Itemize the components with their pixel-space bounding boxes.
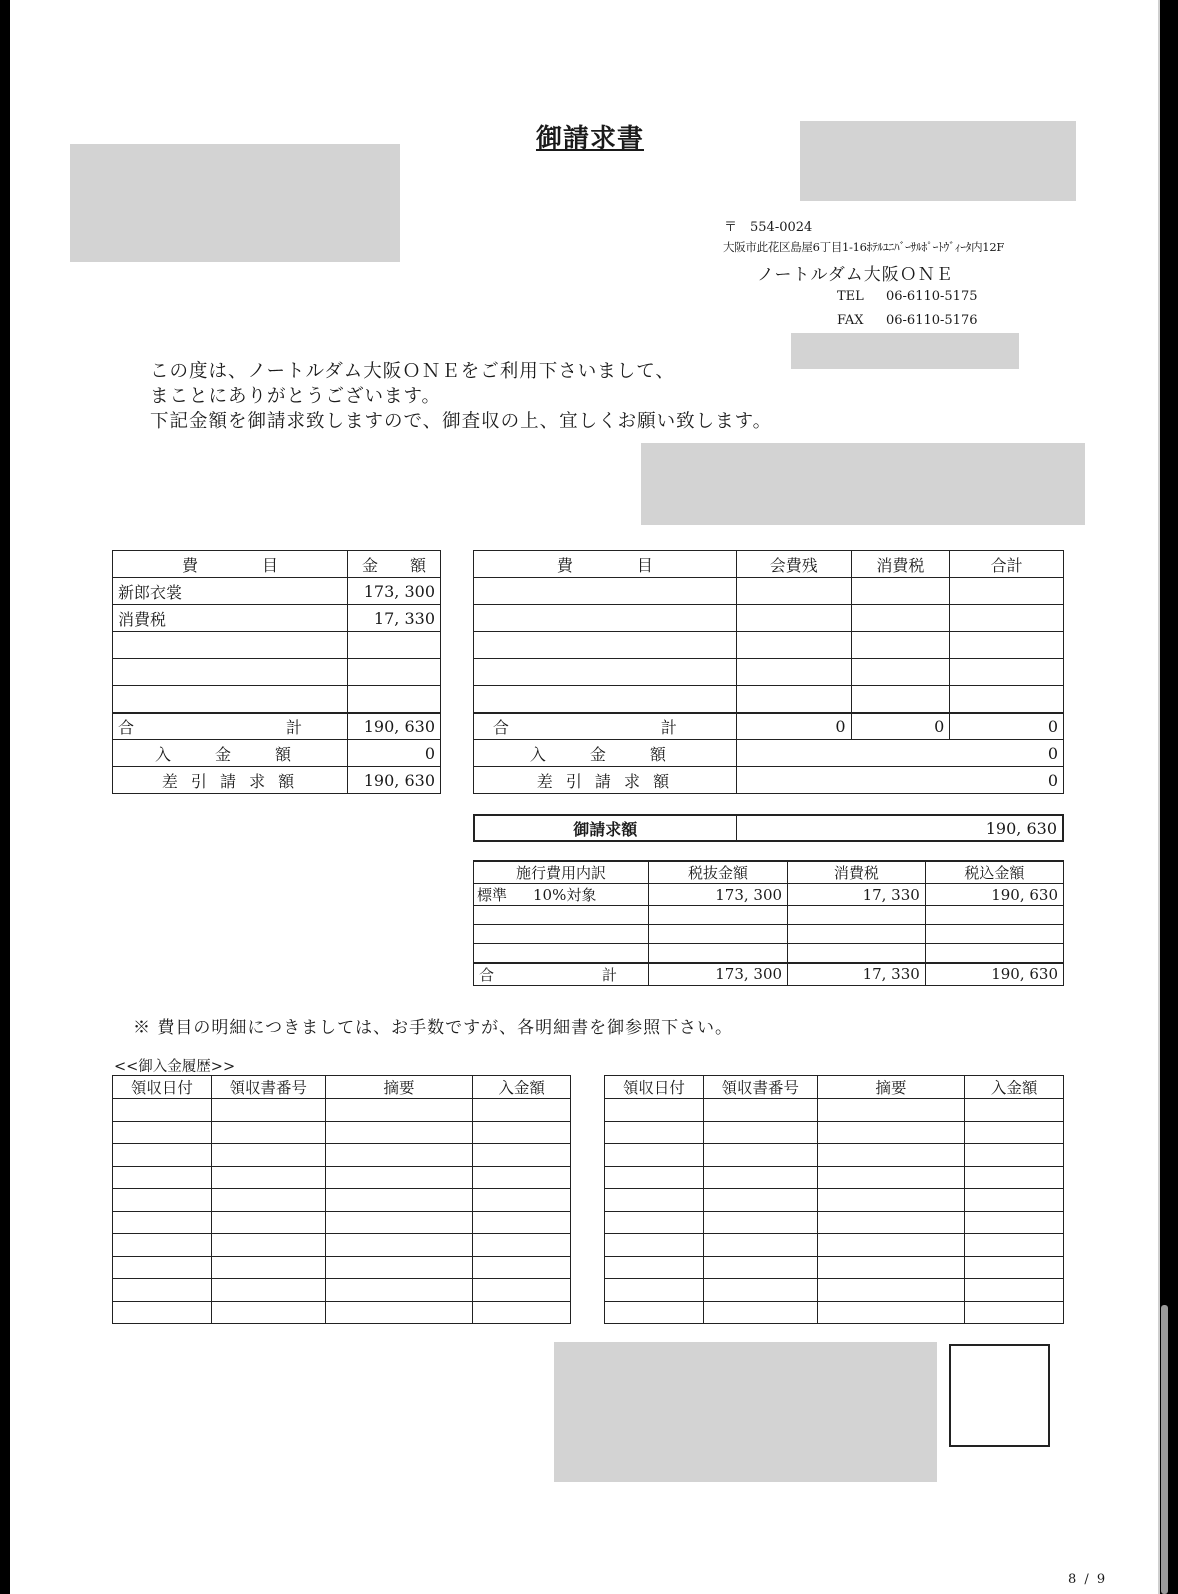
greeting-line-1: この度は、ノートルダム大阪ＯＮＥをご利用下さいまして、 — [150, 361, 675, 382]
invoice-amount-label: 御請求額 — [474, 815, 736, 841]
table-row — [113, 605, 441, 632]
history-header-date: 領収日付 — [113, 1076, 212, 1099]
redacted-recipient — [70, 144, 400, 262]
left-total-label: 合 計 — [113, 713, 348, 740]
left-paid-label: 入 金 額 — [113, 740, 348, 767]
issuer-fax: 06-6110-5176 — [886, 313, 978, 328]
viewer-left-edge — [0, 0, 10, 1594]
left-total-value: 190, 630 — [348, 713, 441, 740]
table-row — [113, 1099, 571, 1122]
table-row — [113, 1211, 571, 1234]
right-paid-label: 入 金 額 — [474, 740, 737, 767]
invoice-amount-value: 190, 630 — [736, 815, 1063, 841]
table-row — [605, 1121, 1064, 1144]
table-row — [113, 1234, 571, 1257]
seal-box — [949, 1344, 1050, 1447]
right-header-tax: 消費税 — [851, 551, 950, 578]
table-row — [113, 1166, 571, 1189]
left-item — [113, 632, 348, 659]
invoice-amount-box — [473, 814, 1064, 842]
table-row — [113, 659, 441, 686]
tax-header-category: 施行費用内訳 — [474, 861, 649, 884]
payment-history-table-left — [112, 1075, 571, 1324]
history-header-receipt-no: 領収書番号 — [211, 1076, 325, 1099]
tax-header-gross: 税込金額 — [925, 861, 1063, 884]
tax-row-tax: 17, 330 — [788, 884, 926, 906]
table-row — [605, 1166, 1064, 1189]
table-row — [474, 944, 1064, 963]
redacted-header-info — [800, 121, 1076, 201]
history-header-date: 領収日付 — [605, 1076, 704, 1099]
history-header-receipt-no: 領収書番号 — [703, 1076, 817, 1099]
right-total-sum: 0 — [950, 713, 1064, 740]
left-billing-table — [112, 550, 441, 794]
tax-total-gross: 190, 630 — [925, 963, 1063, 986]
tax-row-category: 標準 — [477, 886, 508, 904]
right-billing-table — [473, 550, 1064, 794]
table-row — [605, 1279, 1064, 1302]
tax-breakdown-table — [473, 860, 1064, 986]
table-row — [113, 1279, 571, 1302]
tax-total-tax: 17, 330 — [788, 963, 926, 986]
table-row — [474, 906, 1064, 925]
tax-total-net: 173, 300 — [649, 963, 788, 986]
left-item — [113, 686, 348, 713]
table-row — [605, 1211, 1064, 1234]
payment-history-table-right — [604, 1075, 1064, 1324]
left-balance-label: 差 引 請 求 額 — [113, 767, 348, 794]
right-balance-label: 差 引 請 求 額 — [474, 767, 737, 794]
left-amount: 17, 330 — [348, 605, 441, 632]
tax-row-gross: 190, 630 — [925, 884, 1063, 906]
document-title: 御請求書 — [535, 124, 644, 154]
left-amount: 173, 300 — [348, 578, 441, 605]
table-row — [474, 884, 1064, 906]
right-header-item: 費 目 — [474, 551, 737, 578]
table-row — [605, 1301, 1064, 1324]
table-row — [605, 1189, 1064, 1212]
redacted-bank-info — [554, 1342, 937, 1482]
history-header-amount: 入金額 — [473, 1076, 571, 1099]
table-row — [474, 925, 1064, 944]
issuer-tel: 06-6110-5175 — [886, 289, 978, 304]
left-item: 消費税 — [113, 605, 348, 632]
right-balance-value: 0 — [736, 767, 1063, 794]
issuer-name: ノートルダム大阪ＯＮＥ — [757, 265, 954, 285]
left-amount — [348, 659, 441, 686]
table-row — [113, 1256, 571, 1279]
issuer-tel-label: TEL — [837, 289, 864, 304]
left-item: 新郎衣裳 — [113, 578, 348, 605]
right-total-label: 合 計 — [474, 713, 737, 740]
tax-header-net: 税抜金額 — [649, 861, 788, 884]
table-row — [605, 1144, 1064, 1167]
redacted-staff — [791, 333, 1019, 369]
left-paid-value: 0 — [348, 740, 441, 767]
page-number: 8 / 9 — [1068, 1572, 1108, 1587]
history-header-amount: 入金額 — [965, 1076, 1064, 1099]
left-item — [113, 659, 348, 686]
table-row — [113, 578, 441, 605]
table-row — [113, 686, 441, 713]
table-row — [474, 686, 1064, 713]
issuer-address: 大阪市此花区島屋6丁目1-16ﾎﾃﾙﾕﾆﾊﾞｰｻﾙﾎﾟｰﾄｳﾞｨｰﾀ内12F — [723, 240, 1005, 254]
table-row — [113, 1189, 571, 1212]
tax-header-tax: 消費税 — [788, 861, 926, 884]
payment-history-title: <<御入金履歴>> — [114, 1059, 236, 1075]
table-row — [113, 1301, 571, 1324]
right-total-tax: 0 — [851, 713, 950, 740]
tax-total-label: 合 計 — [474, 963, 649, 986]
table-row — [113, 1144, 571, 1167]
issuer-postal: 〒 554-0024 — [724, 220, 813, 235]
table-row — [474, 632, 1064, 659]
table-row — [474, 605, 1064, 632]
table-row — [474, 578, 1064, 605]
left-amount — [348, 632, 441, 659]
table-row — [605, 1099, 1064, 1122]
scrollbar-thumb[interactable] — [1161, 1305, 1168, 1594]
left-balance-value: 190, 630 — [348, 767, 441, 794]
tax-row-rate: 10%対象 — [533, 886, 597, 904]
tax-row-net: 173, 300 — [649, 884, 788, 906]
table-row — [605, 1234, 1064, 1257]
redacted-event-info — [641, 443, 1085, 525]
table-row — [113, 1121, 571, 1144]
left-header-amount: 金 額 — [348, 551, 441, 578]
history-header-memo: 摘要 — [325, 1076, 472, 1099]
right-paid-value: 0 — [736, 740, 1063, 767]
right-header-fee: 会費残 — [736, 551, 851, 578]
table-row — [113, 632, 441, 659]
greeting-line-2: まことにありがとうございます。 — [150, 386, 442, 407]
left-amount — [348, 686, 441, 713]
greeting-line-3: 下記金額を御請求致しますので、御査収の上、宜しくお願い致します。 — [150, 411, 773, 432]
detail-note: ※ 費目の明細につきましては、お手数ですが、各明細書を御参照下さい。 — [133, 1018, 734, 1038]
left-header-item: 費 目 — [113, 551, 348, 578]
table-row — [474, 659, 1064, 686]
issuer-fax-label: FAX — [837, 313, 864, 328]
right-total-fee: 0 — [736, 713, 851, 740]
table-row — [605, 1256, 1064, 1279]
history-header-memo: 摘要 — [817, 1076, 964, 1099]
right-header-sum: 合計 — [950, 551, 1064, 578]
